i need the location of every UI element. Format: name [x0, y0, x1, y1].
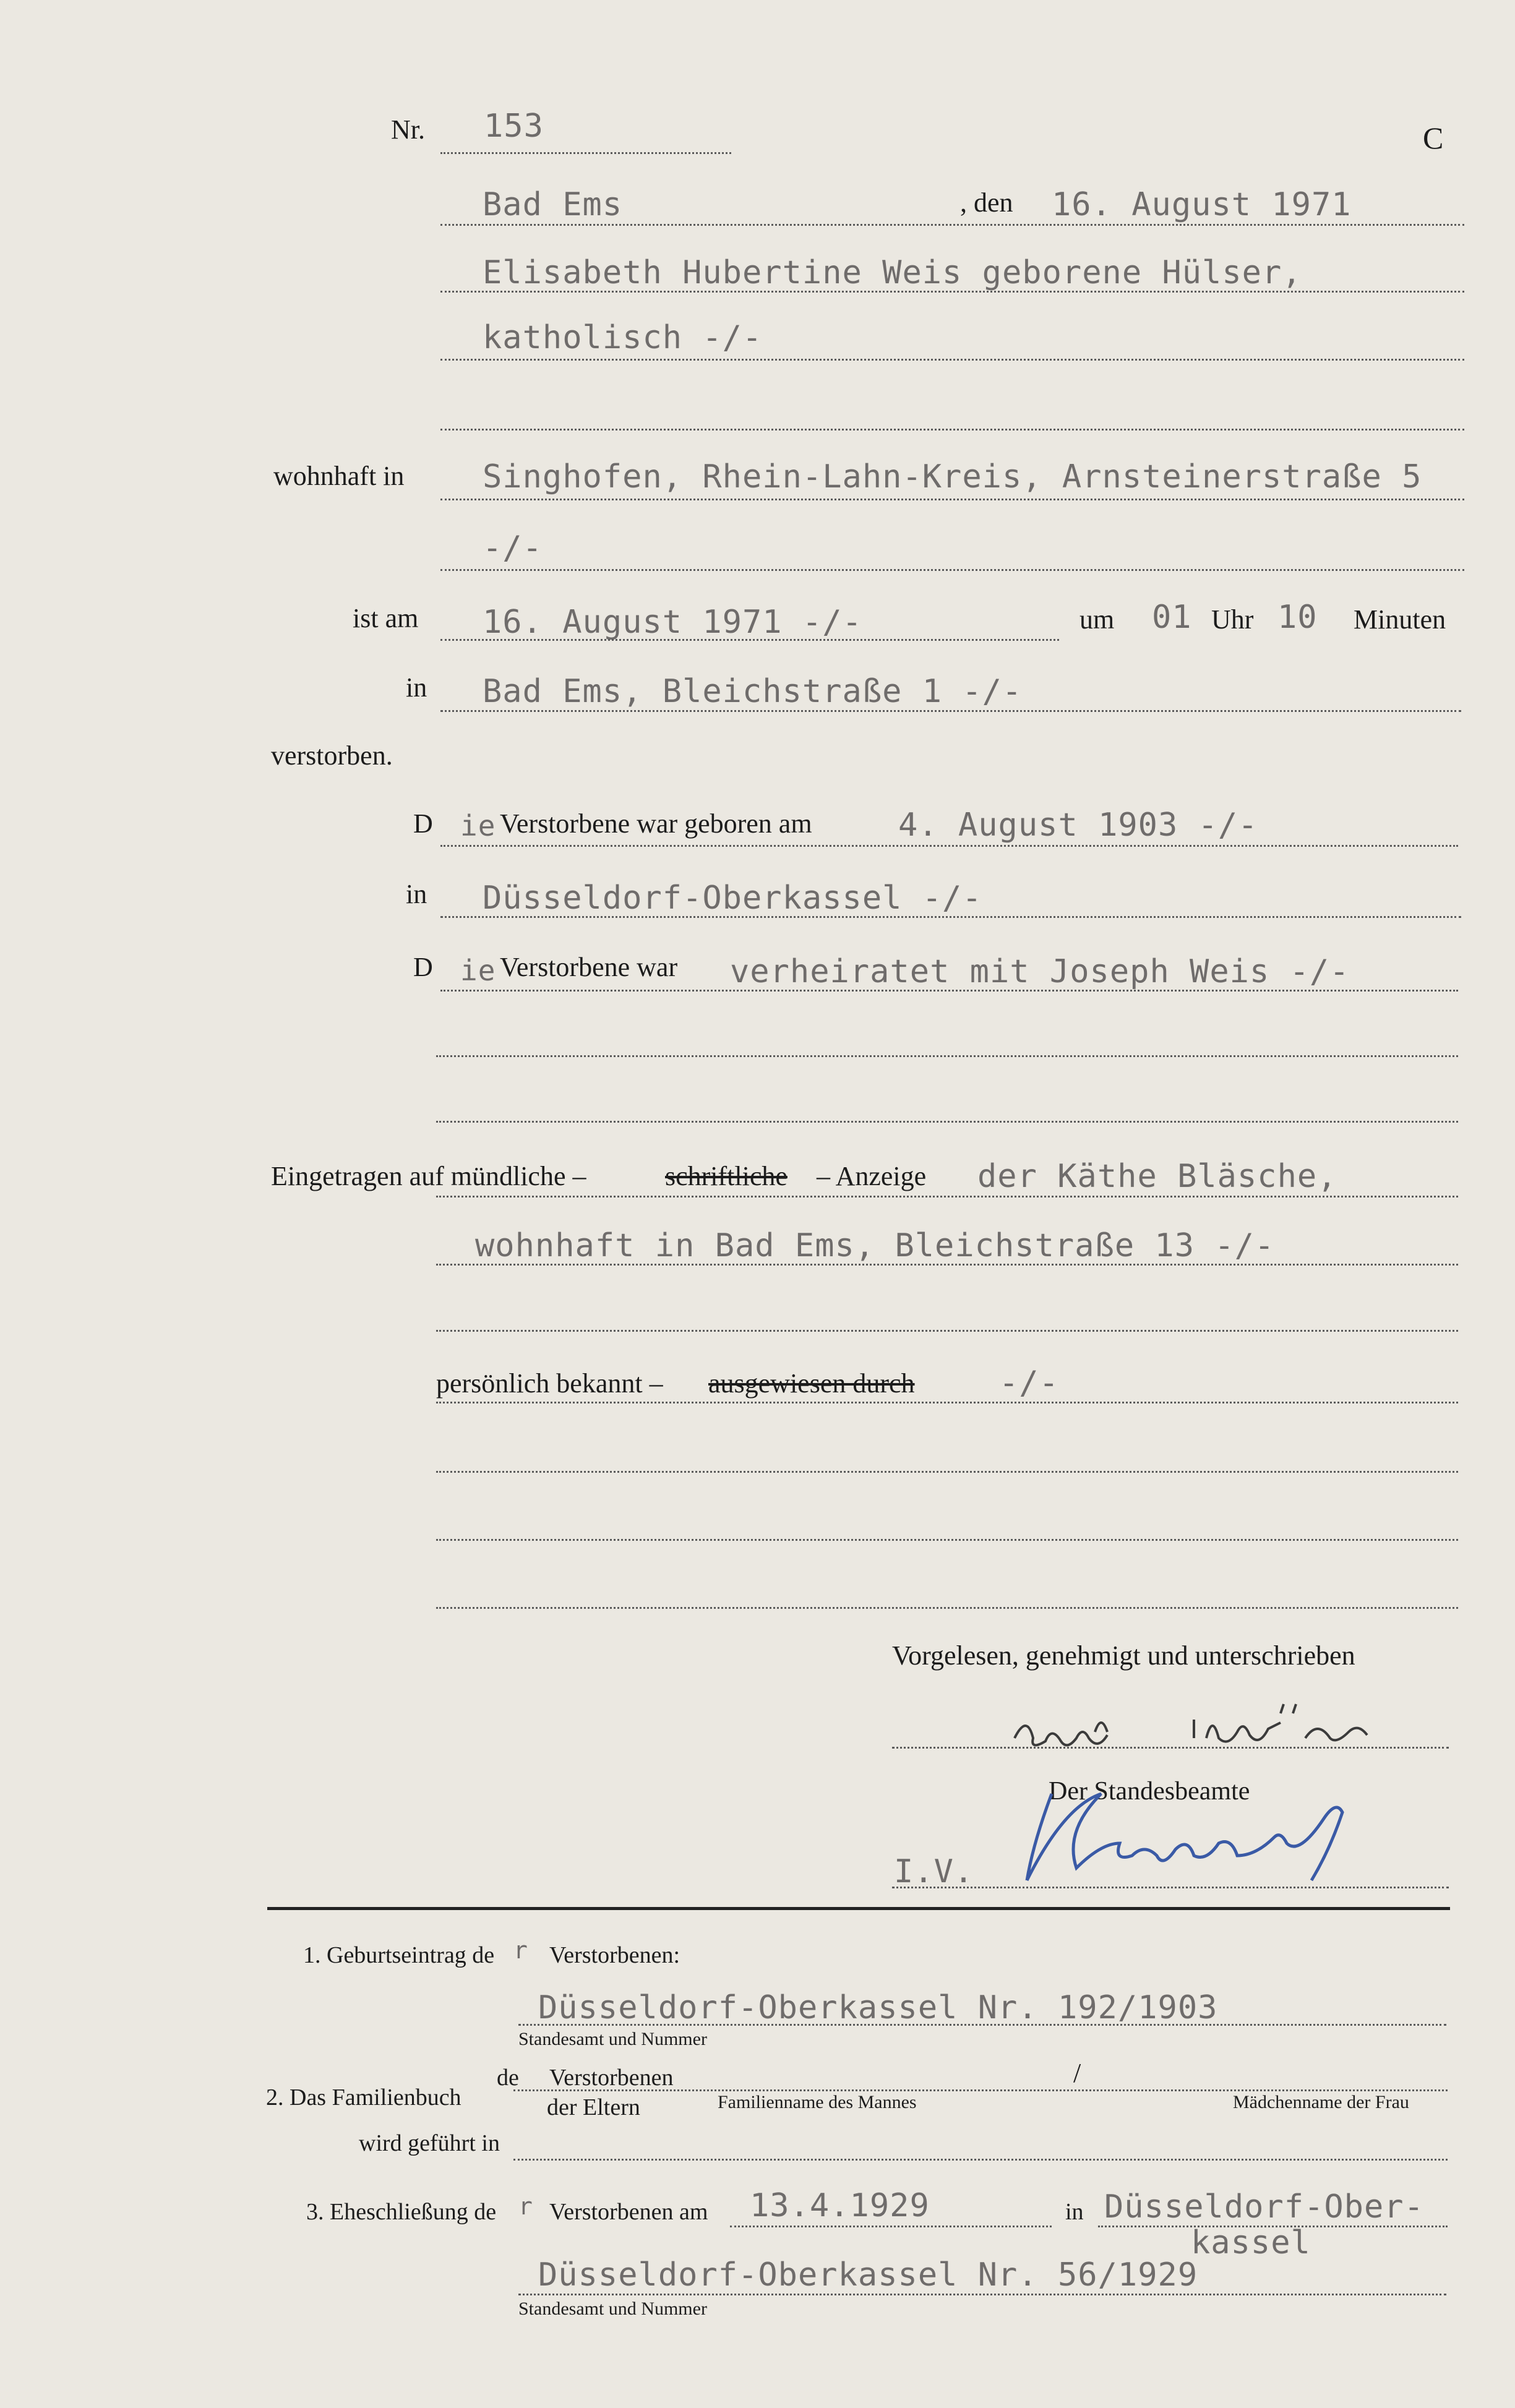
official-signature	[1015, 1757, 1423, 1905]
birth-place-label: in	[406, 879, 427, 909]
birth-place-line	[440, 916, 1461, 918]
blank-line-4	[436, 1330, 1458, 1332]
death-place: Bad Ems, Bleichstraße 1 -/-	[483, 673, 1023, 710]
note3-date: 13.4.1929	[750, 2187, 930, 2224]
blank-line-2	[436, 1055, 1458, 1057]
informant-signature-line	[892, 1747, 1449, 1749]
den-label: , den	[960, 187, 1013, 218]
date-line	[440, 224, 1464, 226]
note3-value: Düsseldorf-Oberkassel Nr. 56/1929	[538, 2256, 1198, 2294]
note2-de: de	[497, 2065, 519, 2091]
residence-line-2	[440, 569, 1464, 571]
note2-label: 2. Das Familienbuch	[266, 2085, 461, 2110]
ausgewiesen-label: ausgewiesen durch	[708, 1368, 915, 1399]
residence-line2: -/-	[483, 529, 543, 567]
section-divider	[267, 1907, 1450, 1910]
marital-label: Verstorbene war	[500, 952, 678, 982]
note3-in: in	[1065, 2199, 1084, 2225]
marital-line	[440, 990, 1458, 992]
residence-line	[440, 499, 1464, 500]
birth-ie-suffix: ie	[460, 809, 496, 842]
informant-line-2	[436, 1264, 1458, 1266]
marital-value: verheiratet mit Joseph Weis -/-	[730, 953, 1350, 990]
marital-d-prefix: D	[413, 952, 433, 982]
nr-value: 153	[484, 108, 544, 145]
official-signature-line	[892, 1887, 1449, 1888]
note1-r: r	[513, 1937, 528, 1964]
note2-eltern: der Eltern	[547, 2094, 640, 2120]
birth-date-line	[440, 845, 1458, 847]
place-value: Bad Ems	[483, 186, 623, 223]
uhr-label: Uhr	[1211, 604, 1254, 635]
death-place-line	[440, 710, 1461, 712]
nr-label: Nr.	[391, 114, 425, 145]
vorgelesen-label: Vorgelesen, genehmigt und unterschrieben	[892, 1640, 1355, 1671]
nr-line	[440, 152, 731, 154]
note1-value: Düsseldorf-Oberkassel Nr. 192/1903	[538, 1989, 1218, 2026]
note2-slash: /	[1073, 2058, 1081, 2088]
death-date-line	[440, 639, 1059, 641]
note3-line	[518, 2294, 1446, 2295]
eingetragen-label: Eingetragen auf mündliche –	[271, 1161, 586, 1191]
birth-d-prefix: D	[413, 808, 433, 839]
note1-label: 1. Geburtseintrag de	[303, 1942, 495, 1968]
blank-line-3	[436, 1121, 1458, 1123]
note3-r: r	[518, 2193, 533, 2220]
note2-line	[513, 2089, 1448, 2091]
birth-place: Düsseldorf-Oberkassel -/-	[483, 880, 982, 917]
blank-line-5	[436, 1471, 1458, 1473]
note3-place2: kassel	[1191, 2224, 1311, 2261]
death-hour: 01	[1152, 599, 1192, 636]
deceased-name: Elisabeth Hubertine Weis geborene Hülser,	[483, 254, 1302, 291]
note2-gefuehrt-line	[513, 2159, 1448, 2161]
standesbeamte-label: Der Standesbeamte	[1049, 1777, 1250, 1806]
iv-label: I.V.	[894, 1853, 974, 1890]
death-date: 16. August 1971 -/-	[483, 604, 862, 641]
note2-familienname: Familienname des Mannes	[718, 2092, 917, 2112]
note2-gefuehrt: wird geführt in	[359, 2130, 500, 2156]
note2-verstorbenen: Verstorbenen	[549, 2065, 674, 2091]
schriftliche-label: schriftliche	[665, 1161, 788, 1191]
blank-line-6	[436, 1539, 1458, 1541]
bekannt-label: persönlich bekannt –	[436, 1368, 663, 1399]
date-value: 16. August 1971	[1052, 186, 1352, 223]
informant-name: der Käthe Bläsche,	[977, 1158, 1337, 1195]
form-letter: C	[1423, 121, 1444, 155]
anzeige-label: – Anzeige	[817, 1161, 927, 1191]
birth-label: Verstorbene war geboren am	[500, 808, 812, 839]
note1-suffix: Verstorbenen:	[549, 1942, 680, 1968]
deceased-religion: katholisch -/-	[483, 319, 763, 356]
ausgewiesen-value: -/-	[999, 1365, 1059, 1402]
note3-caption: Standesamt und Nummer	[518, 2299, 707, 2319]
marital-ie-suffix: ie	[460, 954, 496, 987]
wohnhaft-label: wohnhaft in	[273, 461, 405, 491]
name-line	[440, 291, 1464, 293]
bekannt-line	[436, 1402, 1458, 1403]
birth-date: 4. August 1903 -/-	[898, 807, 1258, 844]
note1-caption: Standesamt und Nummer	[518, 2029, 707, 2049]
note2-maedchenname: Mädchenname der Frau	[1233, 2092, 1409, 2112]
informant-address: wohnhaft in Bad Ems, Bleichstraße 13 -/-	[475, 1227, 1275, 1264]
note3-place1: Düsseldorf-Ober-	[1104, 2188, 1424, 2226]
religion-line	[440, 359, 1464, 361]
death-place-label: in	[406, 672, 427, 703]
informant-line-1	[436, 1196, 1458, 1198]
blank-line-1	[440, 429, 1464, 431]
note1-line	[518, 2024, 1446, 2026]
residence-line1: Singhofen, Rhein-Lahn-Kreis, Arnsteinerstraße 5	[483, 458, 1422, 495]
um-label: um	[1079, 604, 1115, 635]
verstorben-label: verstorben.	[271, 740, 393, 771]
minuten-label: Minuten	[1354, 604, 1446, 635]
note3-date-line	[730, 2226, 1052, 2227]
ist-am-label: ist am	[353, 603, 419, 633]
blank-line-7	[436, 1607, 1458, 1609]
note3-label: 3. Eheschließung de	[306, 2199, 497, 2225]
note3-suffix: Verstorbenen am	[549, 2199, 708, 2225]
death-minutes: 10	[1277, 599, 1318, 636]
